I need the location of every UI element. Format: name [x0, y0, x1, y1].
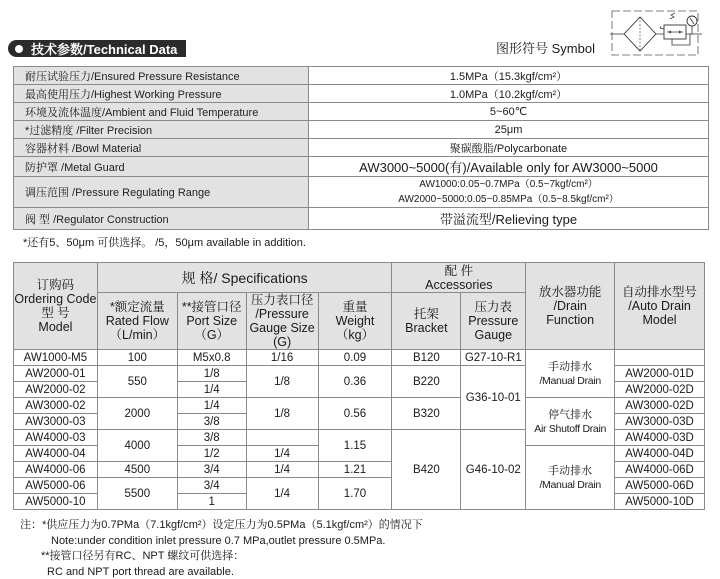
bracket-cell: B320 — [392, 398, 461, 430]
table-row — [14, 67, 709, 85]
row-label: 调压范围 /Pressure Regulating Range — [14, 177, 309, 208]
header-text: （L/min） — [109, 328, 166, 342]
header-text: Accessories — [425, 277, 493, 292]
row-value: 1.0MPa（10.2kgf/cm²） — [309, 85, 709, 103]
header-text: Pressure — [468, 314, 519, 328]
header-text: 型 号 — [41, 306, 70, 320]
header-text: （G） — [194, 328, 230, 342]
drain-function-en: /Manual Drain — [539, 478, 601, 491]
note-line: 注：*供应压力为0.7PMa（7.1kgf/cm²）设定压力为0.5PMa（5.1kgf/cm²）的情况下 — [20, 519, 423, 531]
model-cell: AW5000-06 — [14, 478, 98, 494]
header-weight — [318, 293, 392, 350]
drain-function-en: /Manual Drain — [539, 374, 601, 387]
header-text: 压力表 — [474, 300, 513, 314]
weight-cell: 1.70 — [318, 478, 392, 510]
header-text: **接管口径 — [181, 300, 242, 314]
gauge-size-cell: 1/4 — [246, 446, 318, 462]
drain-function-cn: 手动排水 — [548, 464, 593, 477]
pressure-gauge-cell: G36-10-01 — [461, 366, 526, 430]
rated-flow-cell: 5500 — [97, 478, 177, 510]
weight-cell: 0.09 — [318, 350, 392, 366]
auto-drain-cell — [615, 350, 705, 366]
row-value: 1.5MPa（15.3kgf/cm²） — [309, 67, 709, 85]
drain-function-en: Air Shutoff Drain — [534, 422, 607, 435]
value-line: AW1000:0.05~0.7MPa（0.5~7kgf/cm²） — [419, 179, 598, 190]
header-auto-drain-model — [615, 263, 705, 350]
table-row — [14, 121, 709, 139]
auto-drain-cell: AW4000-04D — [615, 446, 705, 462]
drain-function-cn: 手动排水 — [548, 360, 593, 373]
drain-function-cn: 停气排水 — [548, 408, 593, 421]
rated-flow-cell: 550 — [97, 366, 177, 398]
header-text: Model — [642, 313, 677, 327]
weight-cell: 1.15 — [318, 430, 392, 462]
header-text: Gauge Size — [249, 321, 315, 335]
specifications-table — [13, 262, 705, 510]
port-size-cell: M5x0.8 — [177, 350, 246, 366]
header-text: 重量 — [342, 300, 368, 314]
model-cell: AW3000-02 — [14, 398, 98, 414]
row-label: 环境及流体温度/Ambient and Fluid Temperature — [14, 103, 309, 121]
row-value: AW3000~5000(有)/Available only for AW3000~5000 — [309, 157, 709, 177]
table-row — [14, 398, 705, 414]
header-text: *额定流量 — [109, 300, 165, 314]
gauge-size-cell: 1/8 — [246, 398, 318, 430]
model-cell: AW1000-M5 — [14, 350, 98, 366]
auto-drain-cell: AW2000-01D — [615, 366, 705, 382]
rated-flow-cell: 100 — [97, 350, 177, 366]
weight-cell: 1.21 — [318, 462, 392, 478]
table-row — [14, 177, 709, 208]
header-text: 放水器功能 — [538, 285, 602, 299]
note-line: Note:under condition inlet pressure 0.7 MPa,outlet pressure 0.5MPa. — [51, 534, 386, 547]
weight-cell: 0.36 — [318, 366, 392, 398]
header-text: /Pressure — [255, 307, 309, 321]
pressure-gauge-cell: G46-10-02 — [461, 430, 526, 510]
gauge-size-cell: 1/16 — [246, 350, 318, 366]
gauge-size-cell: 1/4 — [246, 462, 318, 478]
bullet-icon — [15, 45, 23, 53]
note-line: RC and NPT port thread are available. — [47, 565, 234, 578]
header-specifications: 规 格/ Specifications — [97, 263, 392, 293]
auto-drain-cell: AW4000-03D — [615, 430, 705, 446]
row-label: 最高使用压力/Highest Working Pressure — [14, 85, 309, 103]
header-rated-flow — [97, 293, 177, 350]
auto-drain-cell: AW5000-06D — [615, 478, 705, 494]
table-row — [14, 103, 709, 121]
header-text: Port Size — [186, 314, 238, 328]
row-value: 5~60℃ — [309, 103, 709, 121]
table-row — [14, 139, 709, 157]
rated-flow-cell: 4000 — [97, 430, 177, 462]
pressure-gauge-cell: G27-10-R1 — [461, 350, 526, 366]
port-size-cell: 1 — [177, 494, 246, 510]
technical-data-table — [13, 66, 709, 230]
auto-drain-cell: AW5000-10D — [615, 494, 705, 510]
bracket-cell: B420 — [392, 430, 461, 510]
model-cell: AW4000-04 — [14, 446, 98, 462]
rated-flow-cell: 4500 — [97, 462, 177, 478]
row-value: 聚碳酸脂/Polycarbonate — [309, 139, 709, 157]
table-row — [14, 208, 709, 230]
header-bracket — [392, 293, 461, 350]
port-size-cell: 3/8 — [177, 414, 246, 430]
port-size-cell: 1/4 — [177, 398, 246, 414]
port-size-cell: 1/2 — [177, 446, 246, 462]
bracket-cell: B120 — [392, 350, 461, 366]
header-text: Ordering Code — [14, 292, 97, 306]
drain-function-cell — [526, 446, 615, 510]
row-label: 防护罩 /Metal Guard — [14, 157, 309, 177]
drain-function-cell — [526, 350, 615, 398]
value-line: AW2000~5000:0.05~0.85MPa（0.5~8.5kgf/cm²） — [398, 194, 619, 205]
row-value — [309, 177, 709, 208]
header-text: 压力表口径 — [250, 293, 314, 307]
header-pressure-gauge — [461, 293, 526, 350]
weight-cell: 0.56 — [318, 398, 392, 430]
bracket-cell: B220 — [392, 366, 461, 398]
header-text: Function — [546, 313, 595, 327]
header-text: Bracket — [405, 321, 448, 335]
filter-regulator-gauge-symbol-icon — [610, 5, 702, 60]
row-value: 25μm — [309, 121, 709, 139]
header-text: 配 件 — [444, 263, 474, 278]
header-text: /Drain — [553, 299, 587, 313]
header-text: Gauge — [474, 328, 513, 342]
table-row — [14, 85, 709, 103]
section-title-bar — [8, 40, 186, 57]
auto-drain-cell: AW2000-02D — [615, 382, 705, 398]
header-accessories — [392, 263, 526, 293]
row-label: 耐压试验压力/Ensured Pressure Resistance — [14, 67, 309, 85]
table-row — [14, 157, 709, 177]
header-text: /Auto Drain — [628, 299, 691, 313]
row-label: *过滤精度 /Filter Precision — [14, 121, 309, 139]
auto-drain-cell: AW3000-03D — [615, 414, 705, 430]
header-text: （kg） — [335, 328, 375, 342]
header-text: 自动排水型号 — [622, 285, 698, 299]
auto-drain-cell: AW4000-06D — [615, 462, 705, 478]
header-text: Rated Flow — [105, 314, 169, 328]
header-text: Model — [38, 320, 73, 334]
header-text: Weight — [335, 314, 375, 328]
symbol-label: 图形符号 Symbol — [496, 41, 595, 56]
model-cell: AW3000-03 — [14, 414, 98, 430]
header-port-size — [177, 293, 246, 350]
gauge-size-cell — [246, 430, 318, 446]
filter-footnote: *还有5、50μm 可供选择。 /5，50μm available in addition. — [23, 237, 306, 249]
gauge-size-cell: 1/4 — [246, 478, 318, 510]
model-cell: AW5000-10 — [14, 494, 98, 510]
header-text: 托架 — [413, 307, 439, 321]
drain-function-cell — [526, 398, 615, 446]
port-size-cell: 3/4 — [177, 462, 246, 478]
section-title: 技术参数/Technical Data — [31, 42, 178, 57]
note-line: **接管口径另有RC、NPT 螺纹可供选择： — [41, 550, 245, 562]
notes-block — [20, 518, 423, 579]
model-cell: AW2000-02 — [14, 382, 98, 398]
row-value: 带溢流型/Relieving type — [309, 208, 709, 230]
header-drain-function — [526, 263, 615, 350]
header-gauge-size — [246, 293, 318, 350]
port-size-cell: 3/4 — [177, 478, 246, 494]
model-cell: AW4000-06 — [14, 462, 98, 478]
header-ordering-code — [14, 263, 98, 350]
auto-drain-cell: AW3000-02D — [615, 398, 705, 414]
port-size-cell: 1/8 — [177, 366, 246, 382]
table-row — [14, 350, 705, 366]
model-cell: AW4000-03 — [14, 430, 98, 446]
header-text: 订购码 — [36, 278, 75, 292]
port-size-cell: 1/4 — [177, 382, 246, 398]
gauge-size-cell: 1/8 — [246, 366, 318, 398]
port-size-cell: 3/8 — [177, 430, 246, 446]
rated-flow-cell: 2000 — [97, 398, 177, 430]
row-label: 容器材料 /Bowl Material — [14, 139, 309, 157]
row-label: 阀 型 /Regulator Construction — [14, 208, 309, 230]
model-cell: AW2000-01 — [14, 366, 98, 382]
header-text: (G) — [273, 335, 292, 349]
